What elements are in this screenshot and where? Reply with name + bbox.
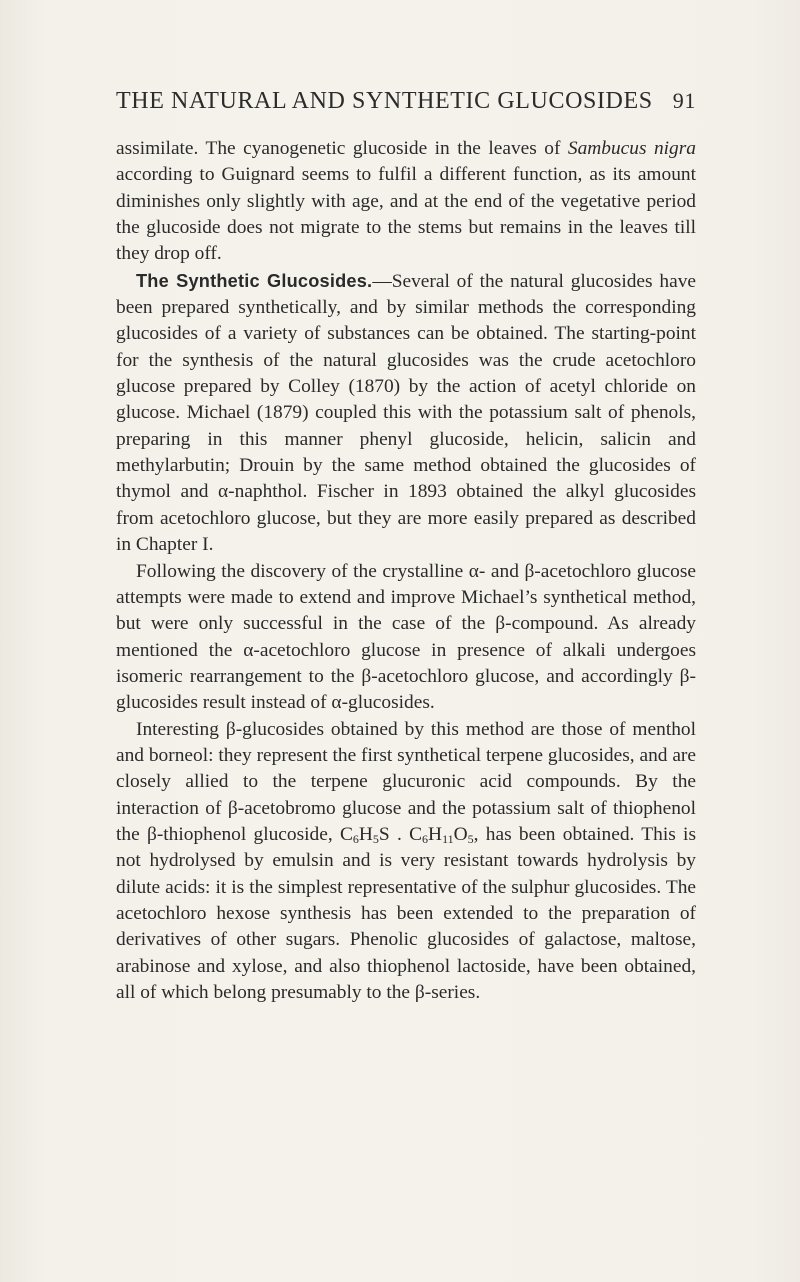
paragraph-2 — [116, 268, 696, 559]
paragraph-4 — [116, 717, 696, 1007]
paragraph-3-text: Following the discovery of the crystalline α- and β-acetochloro glucose attempts were made to extend and improve Michael’s synthetical method, but were only successful in the case of the β-compound. As already mentioned the α-acetochloro glucose in presence of alkali undergoes isomeric rearrangement to the β-acetochloro glucose, and accordingly β-glucosides result instead of α-glucosides. — [116, 560, 696, 714]
running-header — [116, 88, 696, 122]
paragraph-1 — [116, 136, 696, 268]
paragraph-2-text: —Several of the natural glucosides have been prepared synthetically, and by similar methods the corresponding glucosides of a variety of substances can be obtained. The starting-point for the synthesis of the natural glucosides was the crude acetochloro glucose prepared by Colley (1870) by the action of acetyl chloride on glucose. Michael (1879) coupled this with the potassium salt of phenols, preparing in this manner phenyl glucoside, helicin, salicin and methylarbutin; Drouin by the same method obtained the glucosides of thymol and α-naphthol. Fischer in 1893 obtained the alkyl glucosides from acetochloro glucose, but they are more easily prepared as described in Chapter I. — [116, 270, 696, 556]
paragraph-4-text-a: Interesting β-glucosides obtained by this method are those of menthol and borneol: they represent the first synthetical terpene glucosides, and are closely allied to the terpene glucuronic acid compounds. By the interaction of β-acetobromo glucose and the potassium salt of thiophenol the β-thiophenol glucoside, — [116, 718, 696, 845]
paragraph-3 — [116, 559, 696, 717]
paragraph-1-text-b: according to Guignard seems to fulfil a different function, as its amount diminishes only slightly with age, and at the end of the vegetative period the glucoside does not migrate to the stems but remains in the leaves till they drop off. — [116, 164, 696, 265]
paragraph-4-text-b: , has been obtained. This is not hydrolysed by emulsin and is very resistant towards hydrolysis by dilute acids: it is the simplest representative of the sulphur glucosides. The acetochloro hexose synthesis has been extended to the preparation of derivatives of other sugars. Phenolic glucosides of galactose, maltose, arabinose and xylose, and also thiophenol lactoside, have been obtained, all of which belong presumably to the β-series. — [116, 823, 696, 1003]
chemical-formula: $C_6H_5S$ . $C_6H_{11}O_5$ — [339, 823, 474, 846]
page-number: 91 — [672, 88, 696, 113]
paragraph-1-text-a: assimilate. The cyanogenetic glucoside in the leaves of — [116, 138, 568, 159]
running-title: THE NATURAL AND SYNTHETIC GLUCOSIDES — [116, 88, 653, 114]
body-text — [116, 136, 696, 1006]
section-heading: The Synthetic Glucosides. — [136, 270, 373, 291]
species-name: Sambucus nigra — [567, 138, 696, 159]
